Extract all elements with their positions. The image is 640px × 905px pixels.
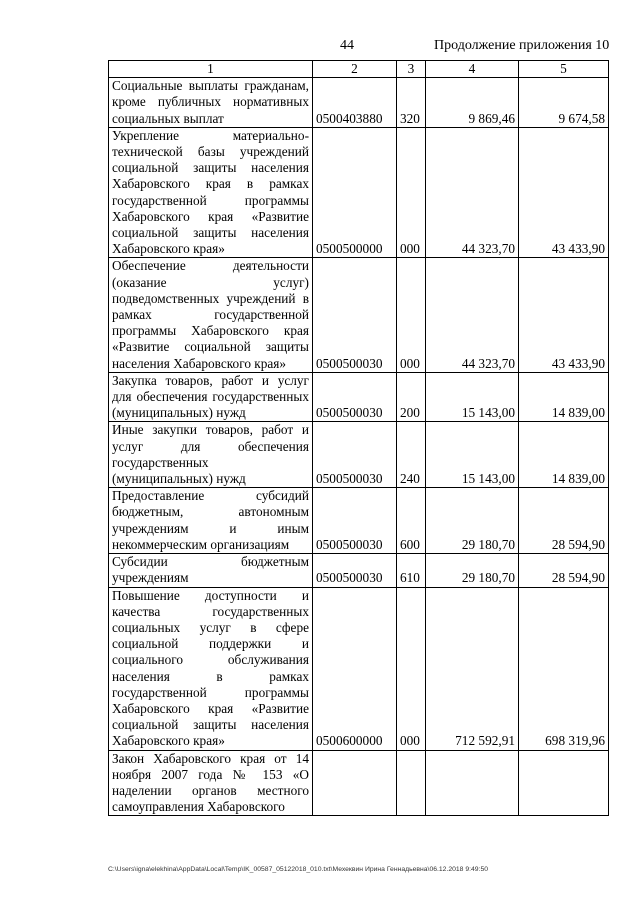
row-amount-2: 14 839,00 [519,372,609,422]
row-amount-1: 15 143,00 [426,372,519,422]
row-target-code: 0500500030 [313,422,397,488]
row-expense-type: 000 [397,258,426,372]
table-row [109,127,609,258]
column-header-2: 2 [313,61,397,78]
row-name: Социальные выплаты гражданам, кроме публичных нормативных социальных выплат [109,78,313,128]
row-amount-1: 44 323,70 [426,258,519,372]
row-amount-1: 29 180,70 [426,488,519,554]
row-amount-2: 43 433,90 [519,258,609,372]
row-target-code: 0500500030 [313,488,397,554]
row-amount-1: 15 143,00 [426,422,519,488]
row-amount-2: 698 319,96 [519,587,609,750]
row-name: Закупка товаров, работ и услуг для обеспечения государственных (муниципальных) нужд [109,372,313,422]
table-header-row [109,61,609,78]
row-target-code: 0500500030 [313,554,397,587]
row-expense-type: 600 [397,488,426,554]
table-row [109,587,609,750]
row-expense-type: 000 [397,127,426,258]
table-row [109,372,609,422]
column-header-4: 4 [426,61,519,78]
row-amount-2: 28 594,90 [519,488,609,554]
row-amount-1: 29 180,70 [426,554,519,587]
row-name: Закон Хабаровского края от 14 ноября 2007 года № 153 «О наделении органов местного самоуправления Хабаровского [109,750,313,816]
row-amount-2: 43 433,90 [519,127,609,258]
row-expense-type [397,750,426,816]
table-row [109,750,609,816]
row-name: Субсидии бюджетным учреждениям [109,554,313,587]
column-header-1: 1 [109,61,313,78]
row-name: Предоставление субсидий бюджетным, автономным учреждениям и иным некоммерческим организациям [109,488,313,554]
row-target-code: 0500403880 [313,78,397,128]
table-row [109,78,609,128]
column-header-3: 3 [397,61,426,78]
row-amount-2: 14 839,00 [519,422,609,488]
table-row [109,258,609,372]
row-amount-1: 712 592,91 [426,587,519,750]
row-target-code: 0500600000 [313,587,397,750]
row-name: Обеспечение деятельности (оказание услуг) подведомственных учреждений в рамках государственной программы Хабаровского края «Развитие социальной защиты населения Хабаровского края» [109,258,313,372]
file-path-footer: C:\Users\igna\elekhina\AppData\Local\Temp\IK_00587_05122018_010.txt\Мехеквин Ирина Геннадьевна\06.12.2018 9:49:50 [108,866,489,873]
row-amount-1: 44 323,70 [426,127,519,258]
row-expense-type: 200 [397,372,426,422]
row-name: Повышение доступности и качества государственных социальных услуг в сфере социальной поддержки и социального обслуживания населения в рамках государственной программы Хабаровского края «Развитие социальной защиты населения Хабаровского края» [109,587,313,750]
row-name: Иные закупки товаров, работ и услуг для обеспечения государственных (муниципальных) нужд [109,422,313,488]
table-row [109,554,609,587]
row-amount-2: 28 594,90 [519,554,609,587]
page-number: 44 [340,38,354,53]
budget-table [108,60,609,816]
table-row [109,488,609,554]
row-amount-2: 9 674,58 [519,78,609,128]
row-target-code: 0500500030 [313,258,397,372]
row-amount-1 [426,750,519,816]
row-amount-1: 9 869,46 [426,78,519,128]
row-expense-type: 240 [397,422,426,488]
row-target-code: 0500500030 [313,372,397,422]
row-expense-type: 320 [397,78,426,128]
row-target-code: 0500500000 [313,127,397,258]
table-row [109,422,609,488]
row-name: Укрепление материально-технической базы учреждений социальной защиты населения Хабаровского края в рамках государственной программы Хабаровского края «Развитие социальной защиты населения Хабаровского края» [109,127,313,258]
row-amount-2 [519,750,609,816]
column-header-5: 5 [519,61,609,78]
row-target-code [313,750,397,816]
row-expense-type: 000 [397,587,426,750]
row-expense-type: 610 [397,554,426,587]
appendix-note: Продолжение приложения 10 [434,38,610,53]
